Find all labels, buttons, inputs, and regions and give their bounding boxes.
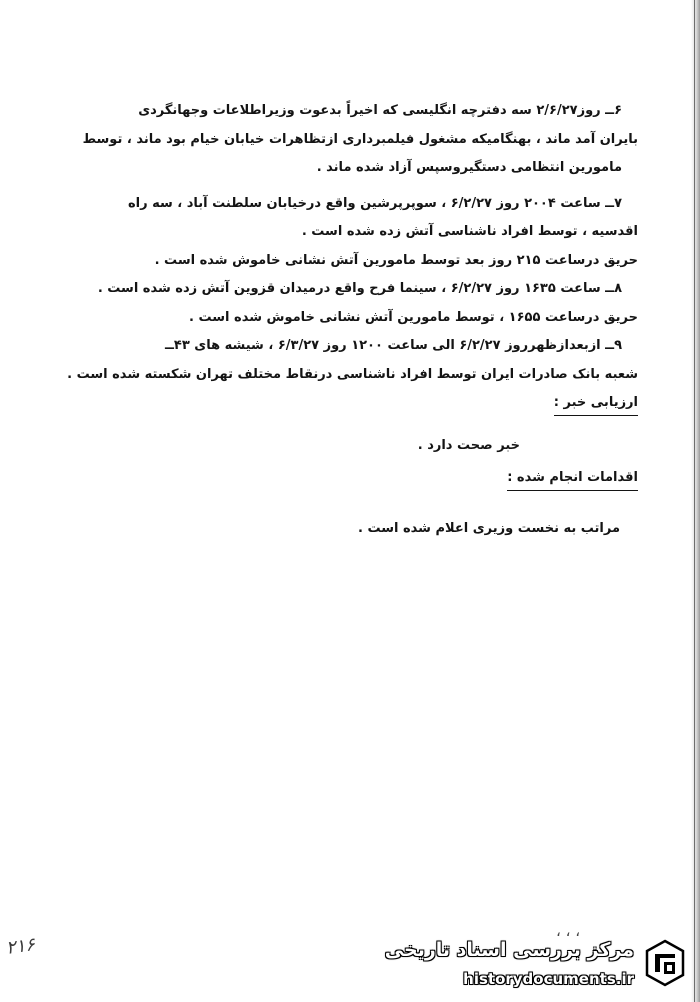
report-line: ۹ــ ازبعدازظهرروز ۶/۲/۲۷ الی ساعت ۱۲۰۰ روز ۶/۳/۲۷ ، شیشه های ۴۳ــ xyxy=(165,338,622,353)
report-line: اقدسیه ، توسط افراد ناشناسی آتش زده شده است . xyxy=(301,224,638,239)
actions-text: مراتب به نخست وزیری اعلام شده است . xyxy=(357,520,620,536)
report-line: ۸ــ ساعت ۱۶۳۵ روز ۶/۲/۲۷ ، سینما فرح واقع درمیدان قزوین آتش زده شده است . xyxy=(97,281,622,296)
report-line: حریق درساعت ۱۶۵۵ ، توسط مامورین آتش نشانی خاموش شده است . xyxy=(189,309,638,325)
news-evaluation-heading: ارزیابی خبر : xyxy=(554,391,638,416)
news-evaluation-heading-row xyxy=(108,389,638,418)
news-evaluation-text: خبر صحت دارد . xyxy=(417,437,520,453)
report-line: حریق درساعت ۲۱۵ روز بعد توسط مامورین آتش نشانی خاموش شده است . xyxy=(154,252,638,268)
report-line: ۷ــ ساعت ۲۰۰۴ روز ۶/۲/۲۷ ، سوپرپرشین واقع درخیابان سلطنت آباد ، سه راه xyxy=(127,195,622,211)
archive-watermark xyxy=(384,936,694,996)
actions-heading-row xyxy=(108,464,638,493)
report-line: ۶ــ روز۲/۶/۲۷ سه دفترچه انگلیسی که اخیراً بدعوت وزیراطلاعات وجهانگردی xyxy=(138,103,622,118)
report-line: مامورین انتظامی دستگیروسپس آزاد شده ماند . xyxy=(316,160,622,175)
archive-url: historydocuments.ir xyxy=(463,970,634,988)
report-line: شعبه بانک صادرات ایران توسط افراد ناشناسی درنقاط مختلف تهران شکسته شده است . xyxy=(67,366,638,382)
archive-name: مرکز بررسی اسناد تاریخی xyxy=(384,939,634,961)
archive-logo-icon xyxy=(642,938,688,988)
page-edge-shadow xyxy=(691,0,700,1002)
actions-heading: اقدامات انجام شده : xyxy=(507,466,638,491)
report-line: بایران آمد ماند ، بهنگامیکه مشغول فیلمبرداری ازتظاهرات خیابان خیام بود ماند ، توسط xyxy=(82,131,638,147)
handwritten-page-number: ۲۱۶ xyxy=(4,934,37,959)
document-body xyxy=(67,97,638,543)
stray-marks: ، ، ، xyxy=(556,922,581,940)
